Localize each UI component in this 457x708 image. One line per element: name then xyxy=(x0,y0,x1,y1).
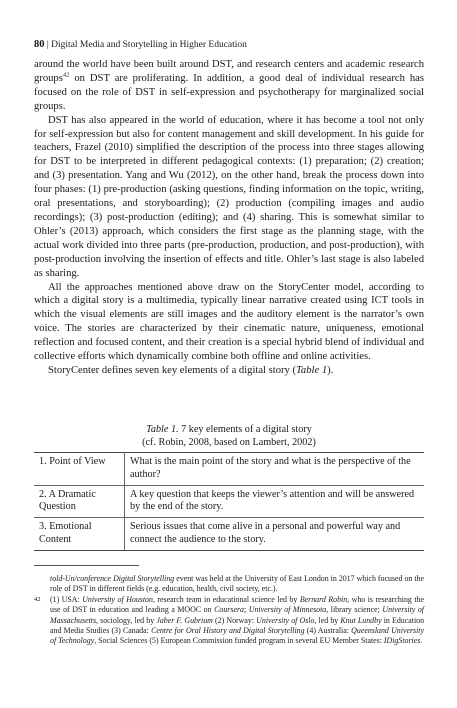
header-separator: | xyxy=(44,40,52,50)
footnote-divider xyxy=(34,565,139,566)
footnote-text: , who is researching the use of DST in education and leading a MOOC on xyxy=(50,594,425,615)
paragraph xyxy=(34,58,424,114)
description-cell: Serious issues that come alive in a personal and powerful way and connect the audience to the story. xyxy=(125,518,425,551)
footnote-text: (2) Norway: xyxy=(212,615,257,625)
paragraph-text: ). xyxy=(327,364,334,376)
footnote-text: told-Un/conference Digital Storytelling xyxy=(50,574,175,583)
footnote-italic-text: Queensland University of Technology xyxy=(50,626,424,646)
footnote-text: event was held at the University of East London in 2017 which focused on the role of DST in different fields (e.g. education, health, civil society, etc.). xyxy=(50,574,425,594)
footnote-italic-text: University of Houston xyxy=(82,594,153,604)
running-title: Digital Media and Storytelling in Higher Education xyxy=(51,40,247,50)
table-row xyxy=(34,518,424,551)
footnote-reference: 42 xyxy=(62,71,70,79)
footnote-42 xyxy=(34,595,424,647)
footnote-text: , research team in educational science led by xyxy=(152,594,300,604)
footnote-italic-text: Bernard Robin xyxy=(299,594,348,604)
footnote-italic-text: Centre for Oral History and Digital Storytelling xyxy=(151,626,305,636)
table-caption xyxy=(34,424,424,449)
table-row xyxy=(34,485,424,518)
footnote-italic-text: Knut Lundby xyxy=(340,615,382,625)
footnote-text xyxy=(50,595,424,646)
footnote-italic-text: University of Minnesota xyxy=(248,605,327,615)
element-cell: 1. Point of View xyxy=(34,453,125,486)
footnote-text: , library science; xyxy=(326,605,383,615)
footnote-text: in Education and Media Studies (3) Canada: xyxy=(50,615,425,636)
running-header xyxy=(34,39,424,51)
paragraph-text: around the world have been built around DST, and research centers and academic research groups xyxy=(34,59,424,84)
table-source: (cf. Robin, 2008, based on Lambert, 2002) xyxy=(142,436,316,448)
footnote-text: , sociology, led by xyxy=(96,615,157,625)
footnote-italic-text: IDigStories xyxy=(383,636,421,646)
footnotes xyxy=(34,574,424,647)
table-reference: Table 1 xyxy=(296,364,328,376)
paragraph xyxy=(34,364,424,378)
description-cell: What is the main point of the story and what is the perspective of the author? xyxy=(125,453,425,486)
paragraph: All the approaches mentioned above draw on the StoryCenter model, according to which a digital story is a multimedia, typically linear narrative created using ICT tools in which the visual elements are still images and the auditory element is the narrator’s own voice. The stories are characterized by their cinematic nature, uniqueness, emotional reflection and focused content, and their creation is a special hybrid blend of individual and collective efforts which dynamically combine both offline and online activities. xyxy=(34,281,424,363)
paragraph-text: StoryCenter defines seven key elements of a digital story ( xyxy=(48,364,297,376)
footnote-text: , led by xyxy=(314,615,341,625)
footnote-italic-text: University of Massachusetts xyxy=(50,605,424,625)
footnote-text: (4) Australia: xyxy=(304,626,352,636)
footnote-italic-text: Jaber F. Gubrium xyxy=(156,615,213,625)
footnote-italic-text: University of Oslo xyxy=(256,615,315,625)
element-cell: 2. A Dramatic Question xyxy=(34,485,125,518)
element-cell: 3. Emotional Content xyxy=(34,518,125,551)
footnote-text: . xyxy=(420,636,423,646)
body-text xyxy=(34,58,424,378)
footnote-mark: 42 xyxy=(34,595,41,603)
footnote-italic-text: Coursera xyxy=(214,605,244,615)
footnote-text: (1) USA: xyxy=(50,594,83,604)
page-number: 80 xyxy=(34,39,45,50)
footnote-text: , Social Sciences (5) European Commission funded program in several EU Member States: xyxy=(94,636,384,646)
footnote-continued xyxy=(34,574,424,595)
paragraph-text: on DST are proliferating. In addition, a good deal of individual research has focused on the role of DST in self-expression and psychotherapy for marginalized social groups. xyxy=(34,72,424,112)
key-elements-table xyxy=(34,452,424,551)
paragraph: DST has also appeared in the world of education, where it has become a tool not only for self-expression but also for content management and skill development. In his guide for teachers, Frazel (2010) simplified the description of the process into three stages allowing for DST to be interpreted in different pedagogical contexts: (1) preparation; (2) creation; and (3) presentation. Yang and Wu (2012), on the other hand, break the process down into four phases: (1) pre-production (asking questions, finding information on the topic, writing, oral presentations, and storyboarding); (2) production (compiling images and audio recordings); (3) post-production (editing); and (4) sharing. This is somewhat similar to Ohler’s (2013) approach, which considers the first stage as the planning stage, with the actual work divided into three parts (pre-production, production, and post-production), with post-production involving the insertion of effects and title. Ohler’s last stage is also labeled as sharing. xyxy=(34,114,424,279)
description-cell: A key question that keeps the viewer’s attention and will be answered by the end of the story. xyxy=(125,485,425,518)
table-label: Table 1. xyxy=(146,424,179,435)
table-title: 7 key elements of a digital story xyxy=(178,424,312,435)
footnote-text: ; xyxy=(243,605,249,615)
table-row xyxy=(34,453,424,486)
